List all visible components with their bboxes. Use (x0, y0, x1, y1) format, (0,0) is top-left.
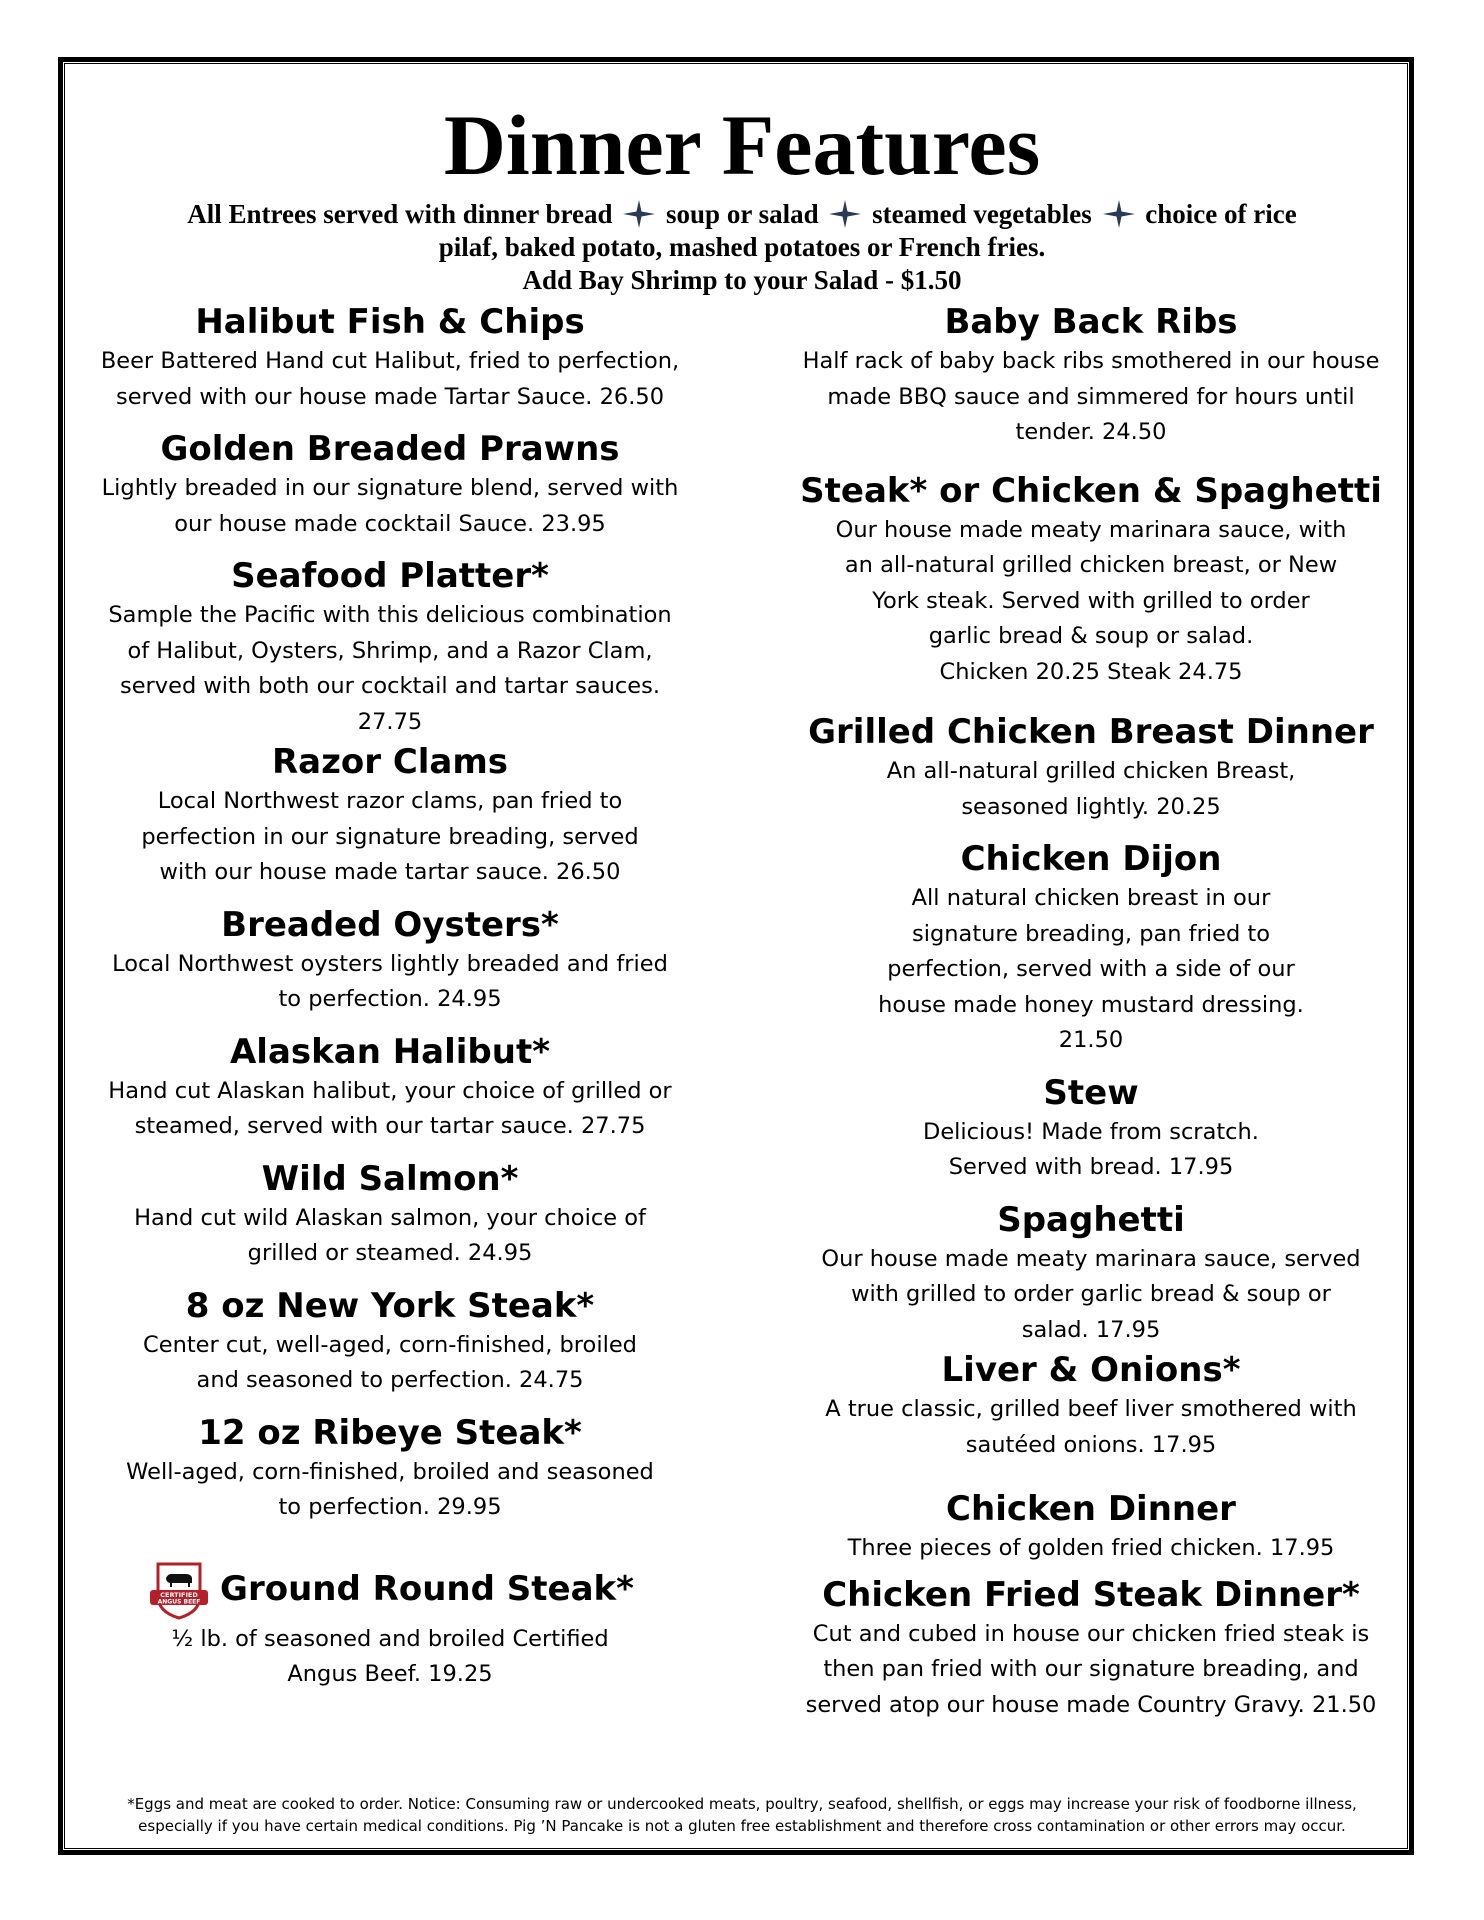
allergy-notice (70, 1793, 1414, 1837)
menu-item-name: Spaghetti (997, 1199, 1185, 1240)
menu-item-name: Steak* or Chicken & Spaghetti (800, 470, 1382, 511)
entree-note-rice: choice of rice (1145, 199, 1297, 229)
menu-item-name: Stew (1043, 1072, 1139, 1113)
menu-item (80, 1030, 700, 1145)
menu-item (776, 469, 1406, 691)
menu-item-name: Seafood Platter* (231, 556, 549, 596)
menu-item (776, 1348, 1406, 1463)
menu-item-description: Well-aged, corn-finished, broiled and seasoned to perfection. 29.95 (126, 1458, 654, 1520)
menu-item-name: Chicken Dijon (960, 839, 1222, 879)
page-title: Dinner Features (443, 97, 1041, 193)
menu-item (80, 1556, 700, 1693)
menu-item (776, 1487, 1406, 1567)
menu-item (776, 1573, 1406, 1724)
menu-item (80, 1284, 700, 1399)
menu-item-name: Chicken Fried Steak Dinner* (822, 1574, 1360, 1615)
menu-item-description: Half rack of baby back ribs smothered in our house made BBQ sauce and simmered for hours until tender. 24.50 (802, 348, 1380, 445)
menu-item-description: Our house made meaty marinara sauce, with an all-natural grilled chicken breast, or New York steak. Served with grilled to order garlic bread & soup or salad. Chicken 20.25 Steak 24.75 (835, 516, 1347, 685)
menu-item (80, 903, 700, 1018)
right-menu-column (776, 300, 1406, 1723)
menu-item-description: Local Northwest razor clams, pan fried to perfection in our signature breading, served with our house made tartar sauce. 26.50 (141, 788, 639, 885)
menu-item-description: Local Northwest oysters lightly breaded and fried to perfection. 24.95 (112, 950, 668, 1012)
menu-item-name: Liver & Onions* (941, 1350, 1241, 1390)
certified-angus-beef-logo (146, 1556, 212, 1622)
menu-item-name: Golden Breaded Prawns (160, 429, 620, 469)
menu-item-description: All natural chicken breast in our signature breading, pan fried to perfection, served with a side of our house made honey mustard dressing. 21.50 (878, 885, 1304, 1053)
menu-item-description: Center cut, well-aged, corn-finished, broiled and seasoned to perfection. 24.75 (143, 1331, 637, 1393)
menu-item (80, 554, 700, 740)
svg-text:ANGUS BEEF: ANGUS BEEF (157, 1598, 201, 1605)
menu-item (776, 1198, 1406, 1349)
menu-item-name: Ground Round Steak* (220, 1568, 634, 1609)
menu-item-description: Beer Battered Hand cut Halibut, fried to perfection, served with our house made Tartar Sauce. 26.50 (100, 348, 680, 410)
menu-item-name: 8 oz New York Steak* (185, 1285, 595, 1326)
menu-item (776, 837, 1406, 1059)
menu-item-name: Chicken Dinner (946, 1489, 1236, 1529)
menu-item-name: Grilled Chicken Breast Dinner (808, 712, 1374, 752)
four-point-star-icon (828, 199, 862, 229)
menu-item (776, 1071, 1406, 1186)
menu-item (776, 710, 1406, 825)
menu-item-name: Wild Salmon* (261, 1158, 519, 1199)
menu-item-name: Alaskan Halibut* (229, 1031, 551, 1072)
entree-note-soup: soup or salad (666, 199, 819, 229)
menu-item-description: Hand cut wild Alaskan salmon, your choice of grilled or steamed. 24.95 (134, 1204, 646, 1266)
entree-note (150, 198, 1334, 297)
menu-item (80, 740, 700, 891)
menu-item-description: A true classic, grilled beef liver smothered with sautéed onions. 17.95 (825, 1396, 1357, 1458)
entree-note-vegetables: steamed vegetables (872, 199, 1092, 229)
menu-item-name: Halibut Fish & Chips (195, 302, 585, 342)
menu-item-description: ½ lb. of seasoned and broiled Certified Angus Beef. 19.25 (171, 1625, 609, 1687)
allergy-notice-line-1: *Eggs and meat are cooked to order. Notice: Consuming raw or undercooked meats, poultry, seafood, shellfish, or eggs may increase your risk of foodborne illness, (127, 1795, 1357, 1813)
four-point-star-icon (622, 199, 656, 229)
svg-text:CERTIFIED: CERTIFIED (160, 1590, 198, 1599)
menu-item-description: Sample the Pacific with this delicious combination of Halibut, Oysters, Shrimp, and a Razor Clam, served with both our cocktail and tartar sauces. 27.75 (108, 602, 672, 735)
allergy-notice-line-2: especially if you have certain medical conditions. Pig ’N Pancake is not a gluten free establishment and therefore cross contamination or other errors may occur. (138, 1817, 1346, 1835)
entree-note-line-3: Add Bay Shrimp to your Salad - $1.50 (522, 265, 962, 295)
menu-item (80, 427, 700, 542)
entree-note-line-2: pilaf, baked potato, mashed potatoes or French fries. (438, 232, 1046, 262)
menu-item-description: Hand cut Alaskan halibut, your choice of grilled or steamed, served with our tartar sauce. 27.75 (108, 1077, 672, 1139)
menu-item (776, 300, 1406, 451)
menu-item (80, 300, 700, 415)
entree-note-line-1 (150, 198, 1334, 231)
left-menu-column (80, 300, 700, 1693)
menu-item-name: Razor Clams (271, 742, 509, 782)
menu-item-heading (80, 1556, 700, 1622)
menu-item-description: Three pieces of golden fried chicken. 17.95 (847, 1535, 1335, 1561)
four-point-star-icon (1102, 199, 1136, 229)
menu-item-name: Breaded Oysters* (221, 904, 559, 945)
menu-item (80, 1157, 700, 1272)
menu-item-description: Our house made meaty marinara sauce, served with grilled to order garlic bread & soup or salad. 17.95 (821, 1245, 1361, 1343)
menu-item-description: Lightly breaded in our signature blend, served with our house made cocktail Sauce. 23.95 (101, 475, 679, 537)
menu-item (80, 1411, 700, 1526)
menu-item-name: 12 oz Ribeye Steak* (198, 1412, 582, 1453)
menu-item-name: Baby Back Ribs (944, 302, 1238, 342)
menu-item-description: Delicious! Made from scratch. Served with bread. 17.95 (923, 1118, 1259, 1180)
menu-item-description: An all-natural grilled chicken Breast, seasoned lightly. 20.25 (886, 758, 1296, 820)
entree-note-bread: All Entrees served with dinner bread (187, 199, 613, 229)
menu-item-description: Cut and cubed in house our chicken fried steak is then pan fried with our signature breading, and served atop our house made Country Gravy. 21.50 (805, 1620, 1377, 1718)
